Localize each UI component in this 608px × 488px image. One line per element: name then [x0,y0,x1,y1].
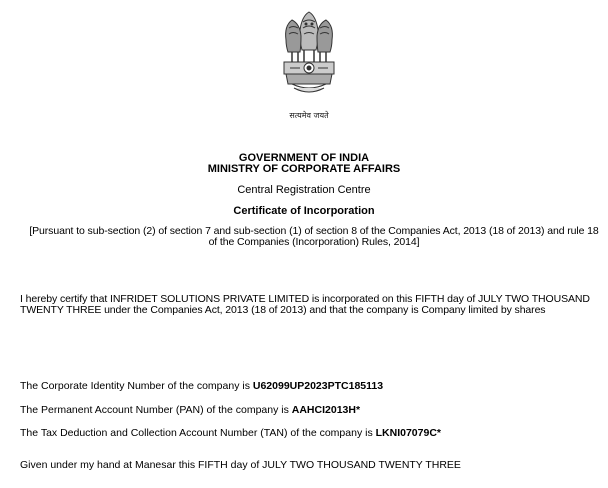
registration-centre: Central Registration Centre [237,184,371,196]
given-under-hand: Given under my hand at Manesar this FIFTH day of JULY TWO THOUSAND TWENTY THREE [20,459,461,471]
tan-label: The Tax Deduction and Collection Account Number (TAN) of the company is [20,427,376,439]
tan-value: LKNI07079C* [375,427,441,439]
emblem-motto: सत्यमेव जयते [289,111,329,120]
certification-statement: I hereby certify that INFRIDET SOLUTIONS PRIVATE LIMITED is incorporated on this FIFTH day of JULY TWO THOUSAND TWENTY THREE under the Companies Act, 2013 (18 of 2013) and that the company is Company limited by shares [20,293,590,316]
cin-line [20,381,383,392]
national-emblem [270,0,348,128]
ministry-heading: MINISTRY OF CORPORATE AFFAIRS [207,163,401,175]
tan-line [20,428,441,439]
ashoka-lion-capital-icon [270,0,348,110]
certificate-title: Certificate of Incorporation [233,205,375,217]
pan-line [20,405,360,416]
government-heading: GOVERNMENT OF INDIA [238,152,370,164]
cin-value: U62099UP2023PTC185113 [252,380,384,392]
pan-value: AAHCI2013H* [291,404,361,416]
pan-label: The Permanent Account Number (PAN) of the company is [20,404,292,416]
pursuant-clause: [Pursuant to sub-section (2) of section 7 and sub-section (1) of section 8 of the Companies Act, 2013 (18 of 2013) and rule 18 of the Companies (Incorporation) Rules, 2014] [29,225,599,248]
cin-label: The Corporate Identity Number of the company is [20,380,253,392]
